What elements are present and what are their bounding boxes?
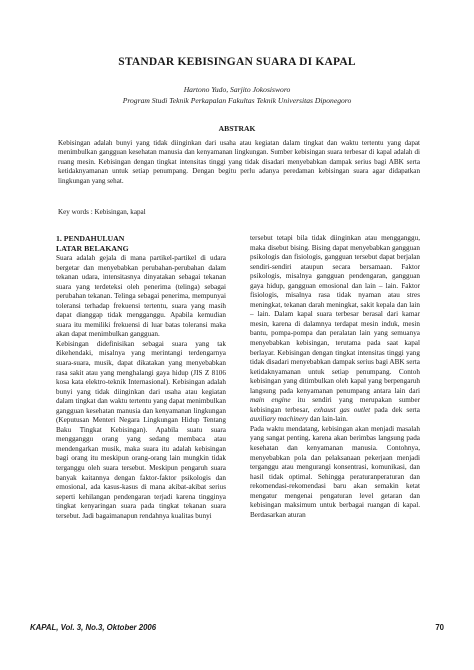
paragraph-text: itu sendiri yang merupakan sumber kebisingan terbesar, [250,396,420,414]
italic-term: auxiliary machinery [250,415,309,424]
left-column [56,234,226,521]
abstract-text: Kebisingan adalah bunyi yang tidak diinginkan dari usaha atau kegiatan dalam tingkat dan waktu tertentu yang dapat menimbulkan gangguan kesehatan manusia dan kenyamanan lingkungan. Sumber kebisingan suara terbesar di kapal adalah di ruang mesin. Kebisingan dengan tingkat intensitas tinggi yang tidak disadari menyebabkan dampak serius bagi ABK serta ketidaknyamanan untuk setiap penumpang. Dengan begitu perlu adanya peredaman kebisingan suara agar didapatkan lingkungan yang sehat. [58,139,420,185]
body-paragraph [250,234,420,425]
paragraph-text: tersebut tetapi bila tidak diinginkan atau mengganggu, maka disebut bising. Bising dapat menyebabkan gangguan psikologis dan fisiologis, gangguan tersebut dapat berjalan sendiri-sendiri ataupun secara bersamaan. Faktor psikologis, misalnya gangguan pendengaran, gangguan gaya hidup, gangguan emosional dan lain – lain. Faktor fisiologis, misalnya rasa tidak nyaman atau stres meningkat, tekanan darah meningkat, sakit kepala dan lain – lain. Dalam kapal suara terbesar berasal dari kamar mesin, karena di dalamnya terdapat mesin induk, mesin bantu, pompa-pompa dan peralatan lain yang semuanya menyebabkan kebisingan, terutama pada saat kapal berlayar. Kebisingan dengan tingkat intensitas tinggi yang tidak disadari menyebabkan dampak serius bagi ABK serta ketidaknyamanan untuk setiap penumpang. Contoh kebisingan yang ditimbulkan oleh kapal yang berpengaruh langsung pada kenyamanan penumpang antara lain dari [250,234,420,395]
paragraph-text: pada dek serta [370,405,420,414]
paragraph-text: dan lain-lain. [308,415,348,424]
body-paragraph: Pada waktu mendatang, kebisingan akan menjadi masalah yang sangat penting, karena akan berimbas langsung pada kesehatan dan kenyamanan manusia. Contohnya, menyebabkan pola dan pelaksanaan pekerjaan menjadi terganggu atau mengurangi konsentrasi, komunikasi, dan hasil tidak optimal. Sehingga peraturanperaturan dan rekomendasi-rekomendasi baru akan semakin ketat mengatur mengenai pengaturan level getaran dan kebisingan maksimum untuk berbagai ruangan di kapal. Berdasarkan aturan [250,424,420,519]
keywords: Key words : Kebisingan, kapal [58,208,146,216]
italic-term: exhaust gas outlet [313,405,371,414]
body-paragraph: Kebisingan didefinisikan sebagai suara yang tak dikehendaki, misalnya yang merintangi terdengarnya suara-suara, musik, dapat dikatakan yang menyebabkan rasa sakit atau yang menghalangi gaya hidup (JIS Z 8106 kosa kata elektro-teknik Internasional). Kebisingan adalah bunyi yang tidak diinginkan dari usaha atau kegiatan dalam tingkat dan waktu tertentu yang dapat menimbulkan gangguan kesehatan manusia dan kenyamanan lingkungan (Keputusan Menteri Negara Lingkungan Hidup Tentang Baku Tingkat Kebisingan). Apabila suatu suara mengganggu orang yang sedang membaca atau mendengarkan musik, maka suara itu adalah kebisingan bagi orang itu meskipun orang-orang lain mungkin tidak terganggu oleh suara tersebut. Meskipun pengaruh suara banyak kaitannya dengan faktor-faktor psikologis dan emosional, ada kasus-kasus di mana akibat-akibat serius seperti kehilangan pendengaran terjadi karena tingginya tingkat kenyaringan suara pada tingkat tekanan suara tersebut. Jadi bagaimanapun rendahnya kualitas bunyi [56,339,226,520]
body-paragraph: Suara adalah gejala di mana partikel-partikel di udara bergetar dan menyebabkan perubahan-perubahan dalam tekanan udara, intensitasnya dinyatakan sebagai tekanan suara yang terdeteksi oleh penerima (telinga) sebagai perubahan tekanan. Telinga sebagai penerima, mempunyai toleransi terhadap frekuensi tertentu, suara yang masih dapat dianggap tidak mengganggu. Apabila kemudian suara itu memiliki frekuensi di luar batas toleransi maka akan dapat menimbulkan gangguan. [56,254,226,339]
subsection-heading: LATAR BELAKANG [56,244,129,253]
section-heading: 1. PENDAHULUAN [56,234,125,243]
right-column [250,234,420,520]
author-block [0,84,474,106]
journal-citation: KAPAL, Vol. 3, No.3, Oktober 2006 [30,623,157,632]
paper-title: STANDAR KEBISINGAN SUARA DI KAPAL [118,56,356,68]
page-number: 70 [435,623,444,632]
author-names: Hartono Yudo, Sarjito Jokosisworo [183,85,291,94]
page-footer [30,623,444,632]
abstract-heading: ABSTRAK [218,124,256,133]
italic-term: main engine [250,396,291,405]
author-affiliation: Program Studi Teknik Perkapalan Fakultas Teknik Universitas Diponegoro [122,96,352,105]
